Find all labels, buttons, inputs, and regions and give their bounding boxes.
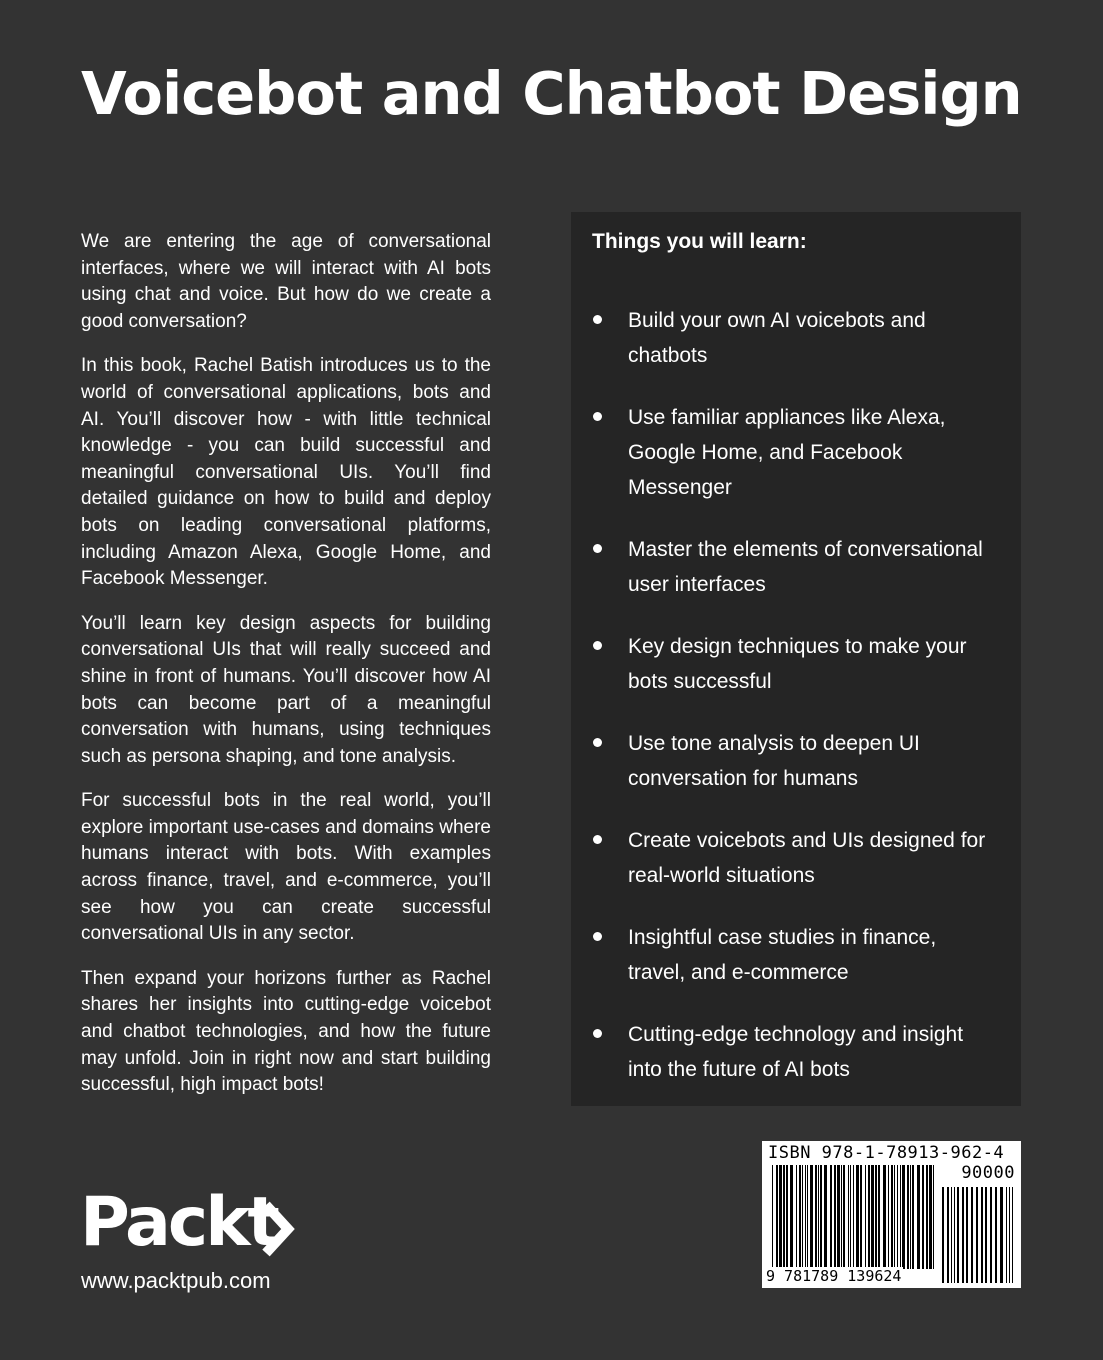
barcode-bar [951, 1187, 952, 1283]
barcode-bar [796, 1165, 797, 1269]
barcode-bar [1012, 1187, 1013, 1283]
learning-outcome-text: Build your own AI voicebots and chatbots [628, 309, 926, 367]
barcode-bar [868, 1165, 870, 1269]
barcode-bar [883, 1165, 886, 1269]
barcode-bar [910, 1165, 911, 1269]
bullet-icon [593, 932, 602, 941]
barcode-bar [860, 1165, 862, 1269]
barcode-bar [917, 1165, 920, 1269]
barcode-bar [971, 1187, 973, 1283]
barcode-bar [966, 1187, 968, 1283]
barcode-bar [888, 1165, 889, 1269]
barcode-bar [837, 1165, 840, 1269]
barcode-bar [810, 1165, 813, 1269]
bullet-icon [593, 544, 602, 553]
learning-outcome-text: Master the elements of conversational user interfaces [628, 538, 983, 596]
description-paragraph: You’ll learn key design aspects for building conversational UIs that will really succeed and shine in front of humans. You’ll discover how AI bots can become part of a meaningful conversation with humans, using techniques such as persona shaping, and tone analysis. [81, 612, 491, 767]
description-paragraph: Then expand your horizons further as Rachel shares her insights into cutting-edge voicebot and chatbot technologies, and how the future may unfold. Join in right now and start building successful, high impact bots! [81, 967, 491, 1096]
learning-outcome-text: Cutting-edge technology and insight into the future of AI bots [628, 1023, 964, 1081]
barcode-bar [900, 1165, 901, 1269]
learning-outcome-item [571, 920, 998, 990]
learning-outcome-text: Create voicebots and UIs designed for real-world situations [628, 829, 986, 887]
barcode-bar [841, 1165, 842, 1269]
packt-logo-text: Packt [80, 1183, 277, 1262]
learning-outcome-item [571, 303, 998, 373]
barcode-bar [790, 1165, 793, 1269]
barcode-bar [981, 1187, 983, 1283]
barcode-bar [848, 1165, 849, 1269]
barcode-bar [995, 1187, 997, 1283]
barcode-bar [1006, 1187, 1007, 1283]
barcode-bar [907, 1165, 909, 1269]
barcode-bar [922, 1165, 924, 1269]
barcode-bar [871, 1165, 874, 1269]
barcode-bar [875, 1165, 877, 1269]
barcode-bar [926, 1165, 928, 1269]
bullet-icon [593, 835, 602, 844]
description-paragraph: In this book, Rachel Batish introduces us to the world of conversational applications, bots and AI. You’ll discover how - with little technical knowledge - you can build successful and meaningful conversational UIs. You’ll find detailed guidance on how to build and deploy bots on leading conversational platforms, including Amazon Alexa, Google Home, and Facebook Messenger. [81, 355, 491, 590]
book-title: Voicebot and Chatbot Design [81, 59, 1022, 128]
barcode-bar [954, 1187, 955, 1283]
barcode-bar [865, 1165, 866, 1269]
barcode-bar [843, 1165, 845, 1269]
barcode-bar [807, 1165, 808, 1269]
barcode-bar [912, 1165, 914, 1269]
barcode-bar [985, 1187, 987, 1283]
barcode-bar [786, 1165, 788, 1269]
barcode-bar [772, 1165, 773, 1283]
learning-outcome-item [571, 532, 998, 602]
barcode-bar [1000, 1187, 1003, 1283]
price-code: 90000 [961, 1163, 1015, 1183]
barcode-bar [891, 1165, 893, 1269]
description-paragraph: For successful bots in the real world, you’ll explore important use-cases and domains where humans interact with bots. With examples across finance, travel, and e-commerce, you’ll see how you can create successful conversational UIs in any sector. [81, 790, 491, 945]
barcode-bar [902, 1165, 905, 1269]
barcode-bar [815, 1165, 817, 1269]
barcode-bar [779, 1165, 782, 1269]
ean-digits: 9 781789 139624 [766, 1267, 902, 1285]
barcode-bar [1009, 1187, 1010, 1283]
learning-outcome-text: Insightful case studies in finance, travel, and e-commerce [628, 926, 937, 984]
barcode-bar [990, 1187, 992, 1283]
learning-outcomes-list [571, 303, 998, 1114]
learning-outcomes-panel [571, 212, 1021, 1106]
barcode-bar [776, 1165, 778, 1283]
barcode-bar [853, 1165, 854, 1269]
barcode-bar [894, 1165, 895, 1269]
barcode-bar [834, 1165, 836, 1269]
isbn-barcode [762, 1141, 1021, 1288]
publisher-website[interactable]: www.packtpub.com [81, 1268, 271, 1293]
barcode-bar [962, 1187, 964, 1283]
barcode-bar [878, 1165, 880, 1269]
barcode-bar [799, 1165, 801, 1269]
barcode-bar [976, 1187, 978, 1283]
barcode-bar [933, 1165, 934, 1269]
learning-outcomes-heading: Things you will learn: [592, 230, 807, 253]
bullet-icon [593, 641, 602, 650]
bullet-icon [593, 738, 602, 747]
learning-outcome-text: Use familiar appliances like Alexa, Google Home, and Facebook Messenger [628, 406, 946, 499]
bullet-icon [593, 1029, 602, 1038]
learning-outcome-item [571, 400, 998, 505]
description-paragraph: We are entering the age of conversational interfaces, where we will interact with AI bots using chat and voice. But how do we create a good conversation? [81, 231, 491, 332]
barcode-bar [820, 1165, 822, 1269]
barcode-bar [947, 1187, 949, 1283]
bullet-icon [593, 315, 602, 324]
learning-outcome-text: Use tone analysis to deepen UI conversation for humans [628, 732, 920, 790]
barcode-bar [929, 1165, 932, 1269]
packt-logo [80, 1183, 305, 1263]
barcode-bar [830, 1165, 832, 1269]
barcode-bar [818, 1165, 819, 1269]
learning-outcome-item [571, 1017, 998, 1087]
isbn-label: ISBN 978-1-78913-962-4 [768, 1143, 1005, 1163]
book-description [81, 229, 491, 1117]
barcode-bar [805, 1165, 806, 1269]
barcode-bar [850, 1165, 851, 1269]
bullet-icon [593, 412, 602, 421]
barcode-bar [783, 1165, 785, 1269]
barcode-bar [824, 1165, 827, 1269]
learning-outcome-item [571, 629, 998, 699]
barcode-bar [856, 1165, 859, 1269]
learning-outcome-item [571, 726, 998, 796]
learning-outcome-item [571, 823, 998, 893]
barcode-bar [942, 1187, 944, 1283]
barcode-bar [897, 1165, 898, 1269]
barcode-bar [802, 1165, 803, 1269]
learning-outcome-text: Key design techniques to make your bots successful [628, 635, 967, 693]
barcode-bar [957, 1187, 959, 1283]
